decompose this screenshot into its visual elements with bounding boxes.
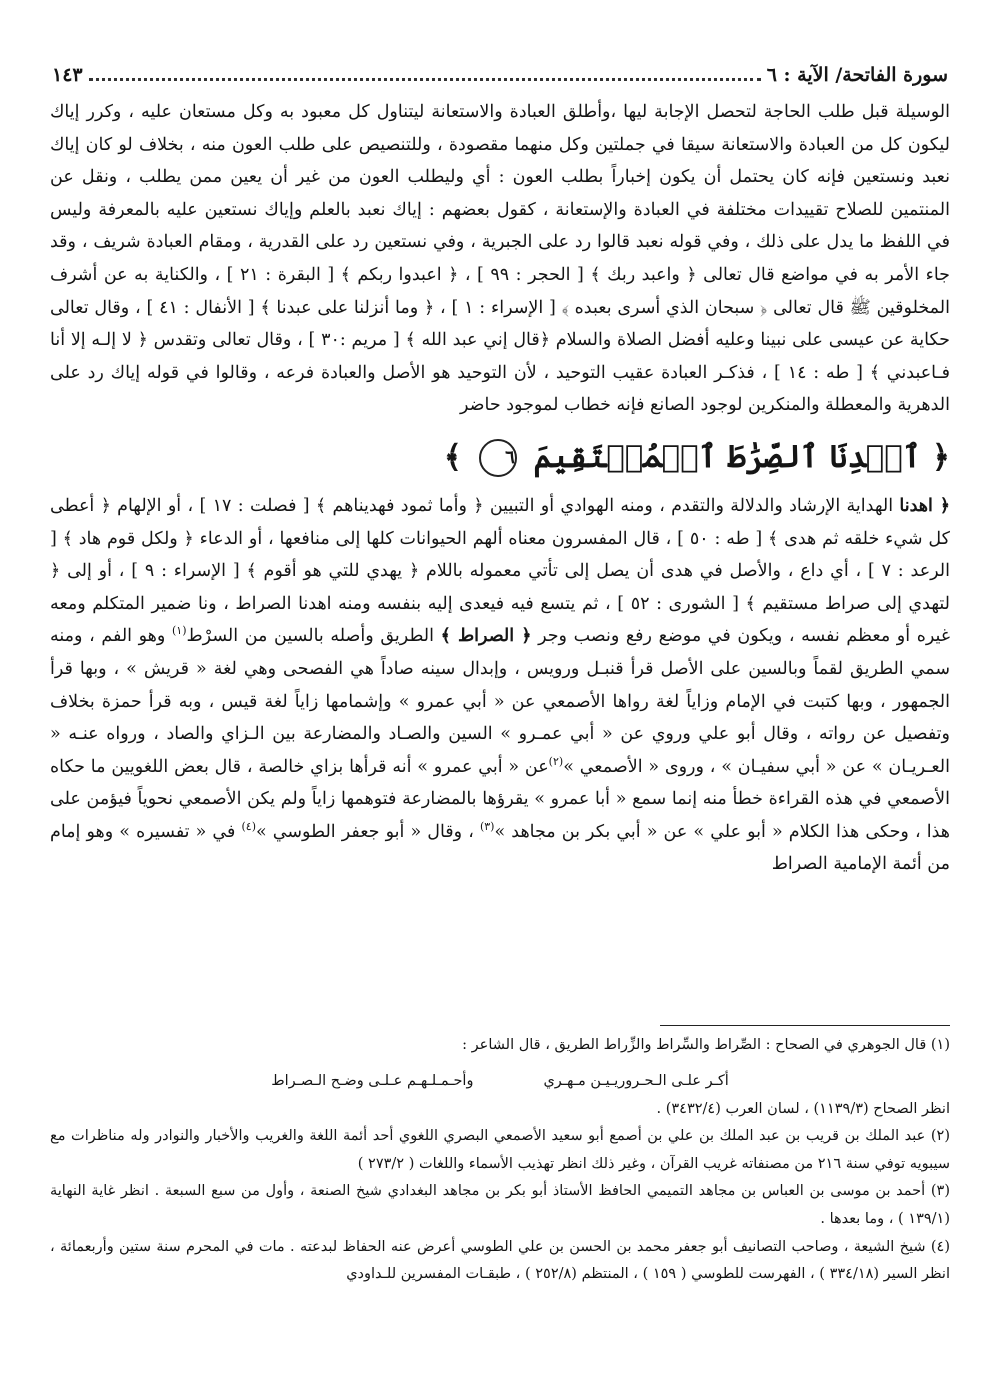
footnote-ref[interactable]: (١) <box>171 624 187 638</box>
running-header <box>50 62 950 88</box>
header-title: سورة الفاتحة/ الآية : ٦ <box>766 64 948 86</box>
commentary-paragraph <box>50 490 950 881</box>
footnote-4: (٤) شيخ الشيعة ، وصاحب التصانيف أبو جعفر محمد بن الحسن بن علي الطوسي أعرض عنه الحفاظ لبدعته . مات في المحرم سنة ستين وأربعمائة ، انظر السير (٣٣٤/١٨ ) ، الفهرست للطوسي ( ١٥٩ ) ، المنتظم (٢٥٢/٨ ) ، طبقـات المفسرين للـداودي <box>50 1238 950 1283</box>
footnote-1-reference: انظر الصحاح (١١٣٩/٣) ، لسان العرب (٣٤٣٢/٤) . <box>656 1100 950 1117</box>
header-leader-dots <box>89 64 761 81</box>
commentary-text: الهداية الإرشاد والدلالة والتقدم ، ومنه الهوادي أو التبيين ﴿ وأما ثمود فهديناهم ﴾ [ فصلت : ١٧ ] ، أو الإلهام ﴿ أعطى كل شيء خلقه ثم هدى ﴾ [ طه : ٥٠ ] ، قال المفسرون معناه ألهم الحيوانات كلها إلى منافعها ، أو الدعاء ﴿ ولكل قوم هاد ﴾ [ الرعد : ٧ ] ، أي داع ، والأصل في هدى أن يصل إلى تأتي معموله باللام ﴿ يهدي للتي هو أقوم ﴾ [ الإسراء : ٩ ] ، أو إلى ﴿ لتهدي إلى صراط مستقيم ﴾ [ الشورى : ٥٢ ] ، ثم يتسع فيه فيعدى إليه بنفسه ومنه اهدنا الصراط ، ونا ضمير المتكلم ومعه غيره أو معظم نفسه ، ويكون في موضع رفع ونصب وجر <box>50 495 951 647</box>
keyword-ihdina: ﴿ اهدنا <box>899 495 951 516</box>
verse-heading <box>50 428 950 486</box>
footnote-2: (٢) عبد الملك بن قريب بن عبد الملك بن علي بن أصمع أبو سعيد الأصمعي البصري اللغوي أحد أئمة اللغة والغريب والأخبار والنوادر وله مناظرات مع سيبويه توفي سنة ٢١٦ من مصنفاته غريب القرآن ، وغير ذلك انظر تهذيب الأسماء واللغات ( ٢٧٣/٢ ) <box>50 1128 950 1172</box>
keyword-sirat: ﴿ الصراط ﴾ <box>440 626 532 647</box>
commentary-text: الطريق وأصله بالسين من السرْط <box>186 626 434 647</box>
footnote-poem <box>50 1066 950 1096</box>
footnote-ref[interactable]: (٣) <box>479 820 495 834</box>
main-text <box>50 96 950 881</box>
commentary-text: ، وقال « أبو جعفر الطوسي » <box>256 821 474 842</box>
footnote-3: (٣) أحمد بن موسى بن العباس بن مجاهد التميمي الحافظ الأستاذ أبو بكر بن مجاهد البغدادي شيخ الصنعة ، وأول من سبع السبعة . انظر غاية النهاية (١٣٩/١ ) ، وما بعدها . <box>50 1183 950 1227</box>
footnote-ref[interactable]: (٢) <box>548 754 564 768</box>
commentary-text: وهو الفم ، ومنه سمي الطريق لقماً وبالسين على الأصل قرأ قنبـل ورويس ، وإبدال سينه صاداً هي الفصحى وهي لغة « قريش » ، وبها قرأ الجمهور ، وبها كتبت في الإمام وزاياً لغة رواها الأصمعي عن « أبي عمرو » وإشمامها زاياً لغة قيس ، وبه قرأ حمزة بخلاف وتفصيل عن رواته ، وقال أبو علي وروي عن « أبي عمـرو » السين والصـاد والمضارعة بين الـزاي والصاد ، ورواه عنـه « العـريـان » عن « أبي سفيـان » ، وروى « الأصمعي » <box>50 626 950 777</box>
verse-number-medallion: ٦ <box>479 439 517 477</box>
poem-hemistich-first: أكـر علـى الـحـروريـيـن مـهـري <box>543 1072 729 1089</box>
paragraph: الوسيلة قبل طلب الحاجة لتحصل الإجابة ليها ،وأطلق العبادة والاستعانة ليتناول كل معبود به وكل مستعان عليه ، وكرر إياك ليكون كل من العبادة والاستعانة سيقا في جملتين وكل منهما مقصودة ، وللتنصيص على طلب العون منه ، بخلاف لو كان إياك نعبد ونستعين فإنه كان يحتمل أن يكون إخباراً بطلب العون : أي وليطلب العون من غير أن يعين ممن يطلب ، ونقل عن المنتمين للصلاح تقييدات مختلفة في العبادة والإستعانة ، كقول بعضهم : إياك نعبد بالعلم وإياك نستعين عليه بالمعرفة وليس في اللفظ ما يدل على ذلك ، وفي قوله نعبد قالوا رد على الجبرية ، وفي نستعين رد على القدرية ، ومقام العبادة شريف ، وقد جاء الأمر به في مواضع قال تعالى ﴿ واعبد ربك ﴾ [ الحجر : ٩٩ ] ، ﴿ اعبدوا ربكم ﴾ [ البقرة : ٢١ ] ، والكناية به عن أشرف المخلوقين ﷺ قال تعالى ﴿ سبحان الذي أسرى بعبده ﴾ [ الإسراء : ١ ] ، ﴿ وما أنزلنا على عبدنا ﴾ [ الأنفال : ٤١ ] ، وقال تعالى حكاية عن عيسى على نبينا وعليه أفضل الصلاة والسلام ﴿قال إني عبد الله ﴾ [ مريم :٣٠ ] ، وقال تعالى وتقدس ﴿ لا إلـه إلا أنا فـاعبدني ﴾ [ طه : ١٤ ] ، فذكـر العبادة عقيب التوحيد ، لأن التوحيد هو الأصل والعبادة فرعه ، وقالوا في قوله إياك رد على الدهرية والمعطلة والمنكرين لوجود الصانع فإنه خطاب لموجود حاضر <box>50 102 951 416</box>
footnote-1-intro: (١) قال الجوهري في الصحاح : الصِّراط والسِّراط والزِّراط الطريق ، قال الشاعر : <box>462 1037 950 1053</box>
footnotes <box>50 1032 950 1289</box>
page-number: ١٤٣ <box>52 64 83 86</box>
verse-text: ﴿ ٱهۡدِنَا ٱلصِّرَٰطَ ٱلۡمُسۡتَقِيمَ <box>533 438 950 475</box>
footnote-ref[interactable]: (٤) <box>241 820 256 834</box>
commentary-text: في « تفسيره » وهو إمام من أئمة الإمامية الصراط <box>50 821 950 875</box>
commentary-text: عن « أبي عمرو » أنه قرأها بزاي خالصة ، قال بعض اللغويين ما حكاه الأصمعي في هذه القراءة خطأ منه إنما سمع « أبا عمرو » يقرؤها بالمضارعة فتوهمها زاياً ولم يكن الأصمعي نحوياً فيؤمن على هذا ، وحكى هذا الكلام « أبو علي » عن « أبي بكر بن مجاهد » <box>50 756 950 842</box>
verse-close-bracket: ﴾ <box>443 438 462 475</box>
footnote-separator <box>660 1025 950 1026</box>
book-page <box>50 62 951 1283</box>
poem-hemistich-second: وأحـمـلـهـم عـلـى وضـح الـصـراط <box>271 1072 474 1089</box>
